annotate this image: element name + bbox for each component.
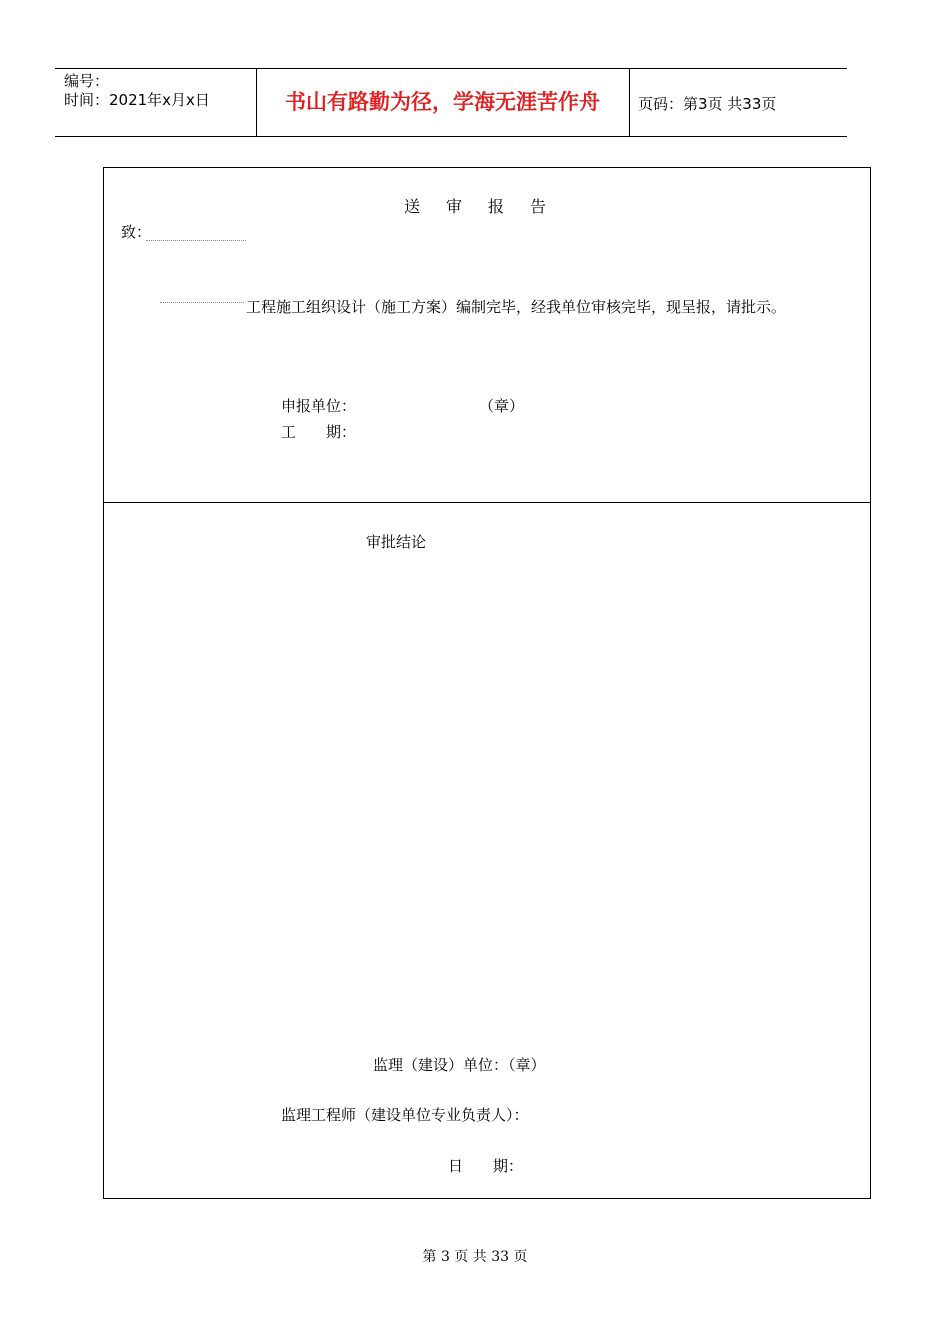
applicant-seal-label: （章）	[479, 397, 525, 415]
serial-number-label: 编号：	[64, 72, 110, 90]
footer-page-number: 第 3 页 共 33 页	[422, 1249, 528, 1265]
supervisor-unit-label: 监理（建设）单位：（章）	[373, 1056, 546, 1074]
report-form-box	[103, 167, 871, 1199]
header-motto: 书山有路勤为径，学海无涯苦作舟	[285, 90, 600, 114]
submission-statement: 工程施工组织设计（施工方案）编制完毕，经我单位审核完毕，现呈报，请批示。	[246, 298, 787, 316]
to-blank-line	[146, 240, 246, 241]
supervising-engineer-label: 监理工程师（建设单位专业负责人）：	[281, 1106, 529, 1124]
construction-period-label: 工 期：	[281, 423, 357, 441]
date-label: 时间：2021年x月x日	[64, 91, 210, 109]
applicant-unit-label: 申报单位：	[281, 397, 357, 415]
header-divider-right	[629, 68, 630, 136]
report-title: 送审报告	[403, 197, 572, 216]
approval-conclusion-label: 审批结论	[366, 533, 427, 551]
approval-date-label: 日 期：	[448, 1157, 524, 1175]
header-page-label: 页码：第3页 共33页	[638, 95, 777, 113]
project-blank-line	[160, 302, 244, 303]
to-label: 致：	[121, 223, 152, 241]
header-bottom-rule	[55, 136, 847, 137]
form-section-divider	[103, 502, 871, 503]
header-top-rule	[55, 68, 847, 69]
